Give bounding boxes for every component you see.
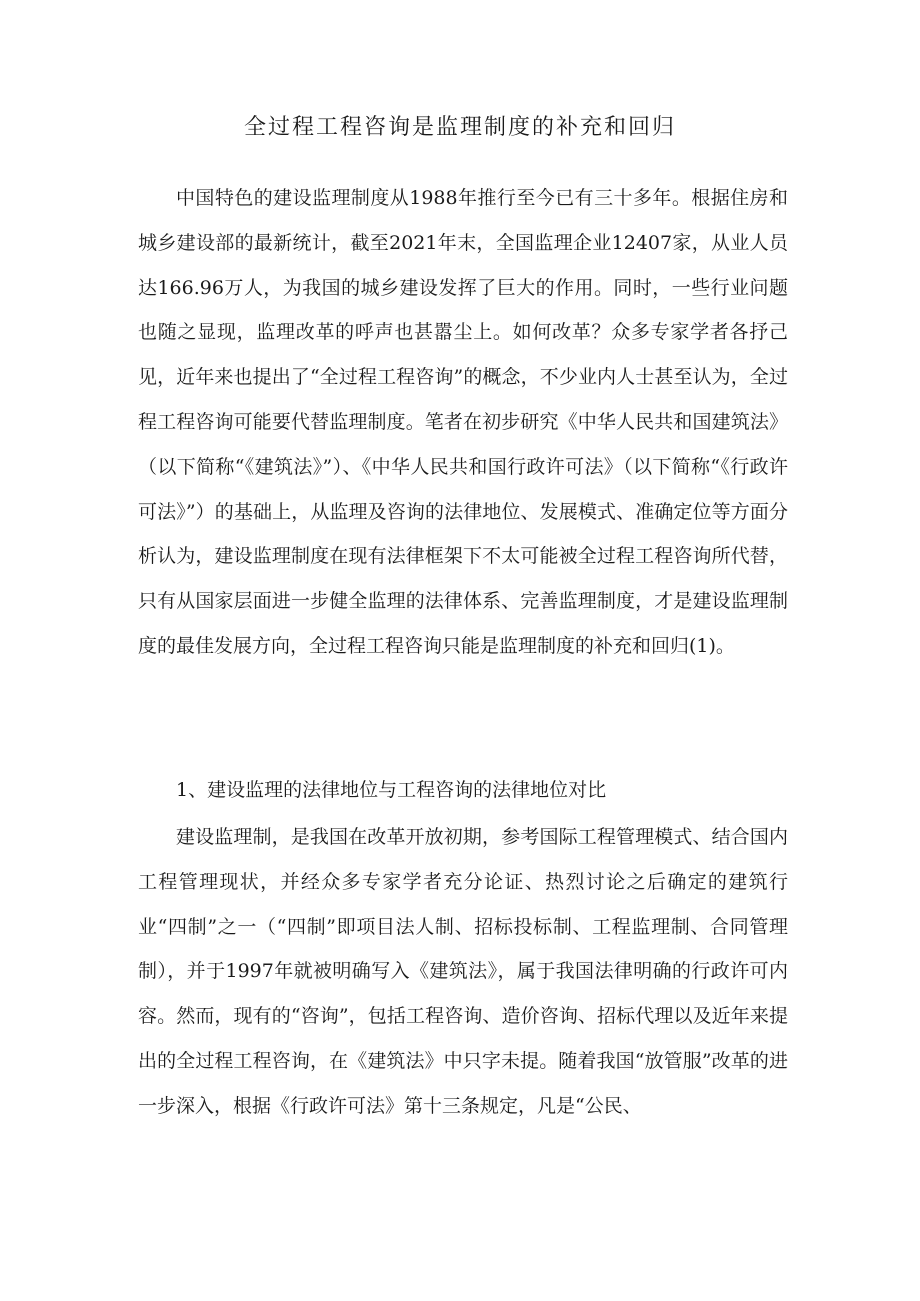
paragraph-intro: 中国特色的建设监理制度从1988年推行至今已有三十多年。根据住房和城乡建设部的最新统计，截至2021年末，全国监理企业12407家，从业人员达166.96万人，为我国的城乡建设发挥了巨大的作用。同时，一些行业问题也随之显现，监理改革的呼声也甚嚣尘上。如何改革？众多专家学者各抒己见，近年来也提出了“全过程工程咨询”的概念，不少业内人士甚至认为，全过程工程咨询可能要代替监理制度。笔者在初步研究《中华人民共和国建筑法》（以下简称“《建筑法》”）、《中华人民共和国行政许可法》（以下简称“《行政许可法》”）的基础上，从监理及咨询的法律地位、发展模式、准确定位等方面分析认为，建设监理制度在现有法律框架下不太可能被全过程工程咨询所代替，只有从国家层面进一步健全监理的法律体系、完善监理制度，才是建设监理制度的最佳发展方向，全过程工程咨询只能是监理制度的补充和回归(1)。	[138, 187, 788, 657]
document-title: 全过程工程咨询是监理制度的补充和回归	[243, 115, 676, 140]
paragraph-section-1: 建设监理制，是我国在改革开放初期，参考国际工程管理模式、结合国内工程管理现状，并经众多专家学者充分论证、热烈讨论之后确定的建筑行业“四制”之一（“四制”即项目法人制、招标投标制、工程监理制、合同管理制），并于1997年就被明确写入《建筑法》，属于我国法律明确的行政许可内容。然而，现有的“咨询”，包括工程咨询、造价咨询、招标代理以及近年来提出的全过程工程咨询，在《建筑法》中只字未提。随着我国“放管服”改革的进一步深入，根据《行政许可法》第十三条规定，凡是“公民、	[138, 826, 788, 1117]
section-heading-1: 1、建设监理的法律地位与工程咨询的法律地位对比	[176, 779, 607, 801]
